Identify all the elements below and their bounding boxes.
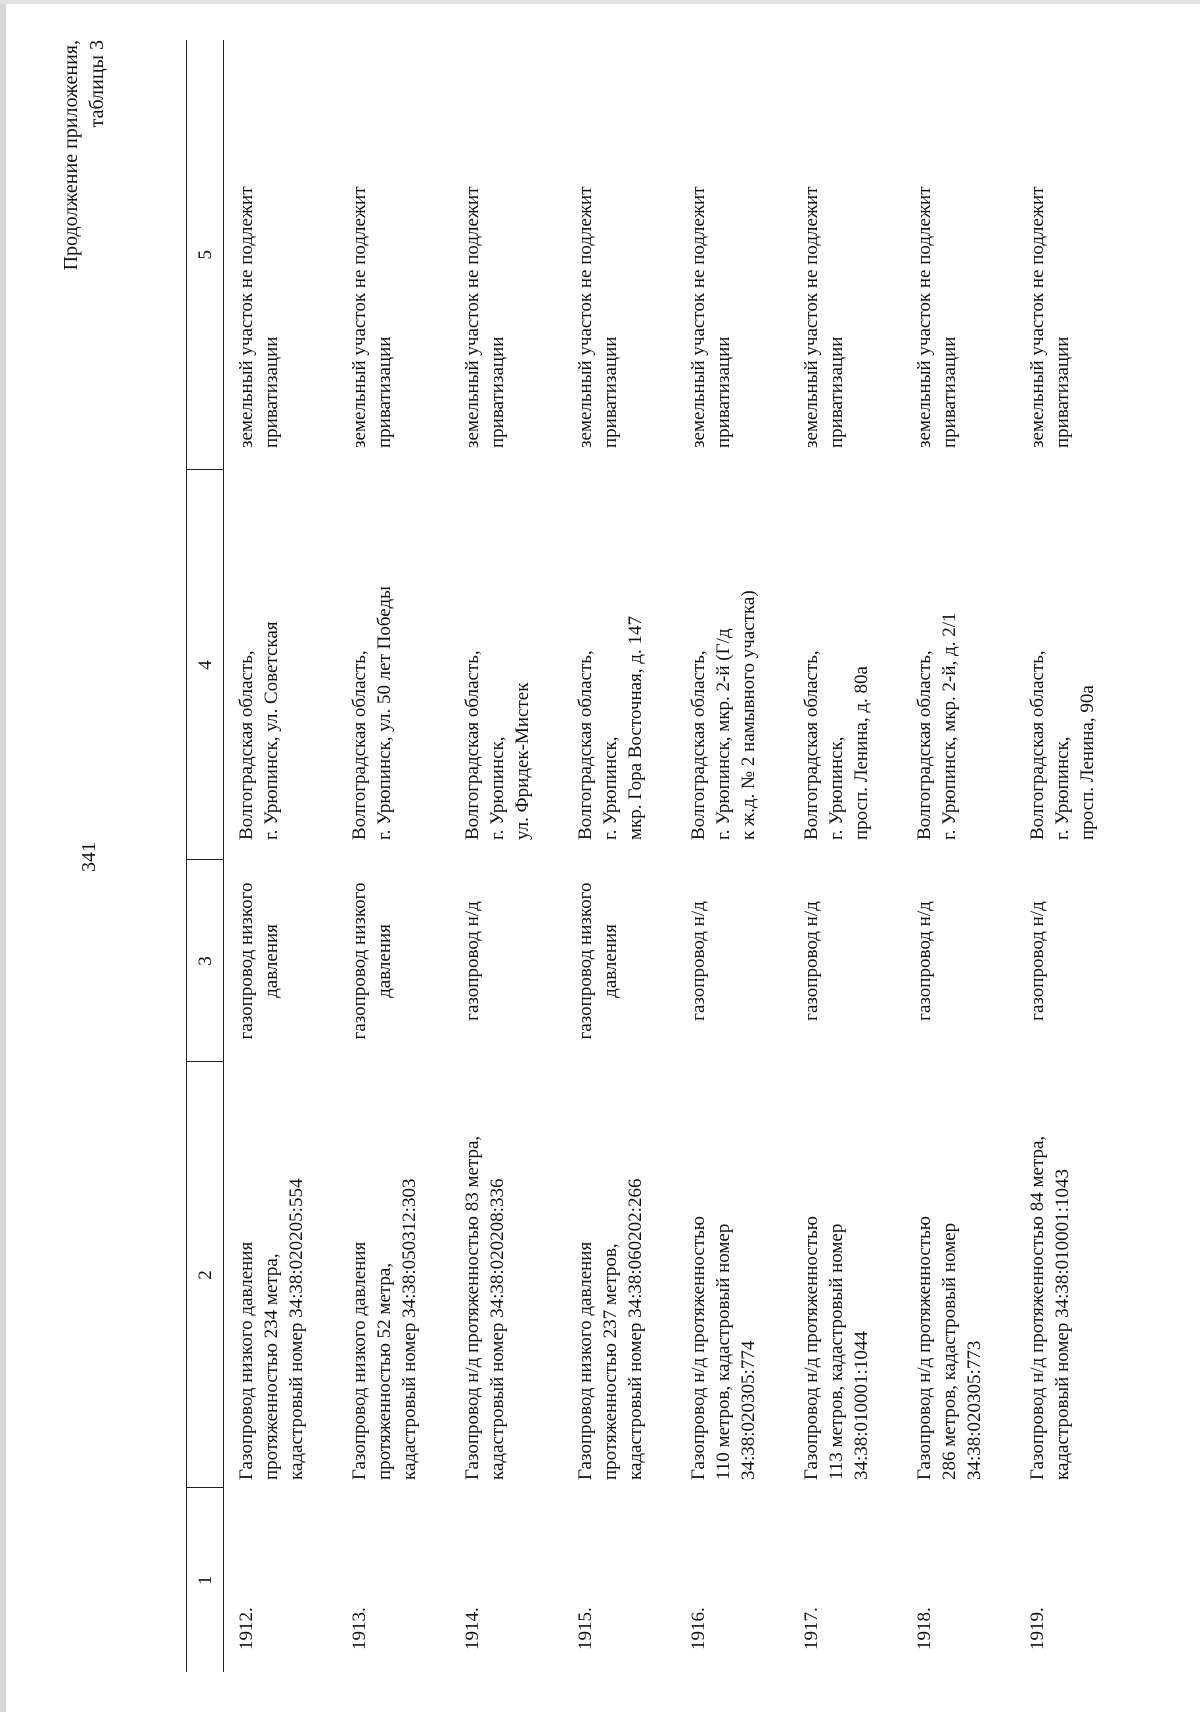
- asset-note-line: приватизации: [374, 336, 395, 448]
- asset-description-line: Газопровод н/д протяженностью 83 метра,: [462, 1135, 483, 1480]
- asset-description-line: Газопровод низкого давления: [575, 1241, 596, 1480]
- table-row: [789, 40, 902, 1672]
- asset-description-line: кадастровый номер 34:38:060202:266: [625, 1178, 646, 1480]
- column-header: 1: [187, 1488, 224, 1672]
- asset-description-line: 34:38:010001:1044: [851, 1331, 872, 1480]
- asset-type: [789, 860, 902, 1062]
- asset-note-line: земельный участок не подлежит: [236, 186, 257, 448]
- asset-description-line: кадастровый номер 34:38:050312:303: [399, 1178, 420, 1480]
- asset-description-line: Газопровод н/д протяженностью: [801, 1215, 822, 1480]
- asset-address-line: г. Урюпинск,: [487, 736, 508, 840]
- asset-address-line: г. Урюпинск, мкр. 2-й, д. 2/1: [939, 612, 960, 840]
- asset-description-line: Газопровод низкого давления: [236, 1241, 257, 1480]
- asset-description-line: кадастровый номер 34:38:010001:1043: [1052, 1169, 1073, 1480]
- table-row: [676, 40, 789, 1672]
- column-header: 2: [187, 1062, 224, 1488]
- asset-address-line: Волгоградская область,: [575, 650, 596, 840]
- asset-type: [1015, 860, 1128, 1062]
- column-header: 4: [187, 470, 224, 860]
- asset-description-line: кадастровый номер 34:38:020208:336: [487, 1178, 508, 1480]
- asset-address-line: к ж.д. № 2 намывного участка): [738, 590, 759, 840]
- asset-address: [224, 470, 338, 860]
- asset-note-line: приватизации: [826, 336, 847, 448]
- asset-address-line: Волгоградская область,: [236, 650, 257, 840]
- asset-description-line: Газопровод низкого давления: [349, 1241, 370, 1480]
- asset-note: [789, 40, 902, 470]
- asset-description-line: протяженностью 52 метра,: [374, 1262, 395, 1480]
- asset-note-line: приватизации: [939, 336, 960, 448]
- asset-type-line: газопровод низкого: [349, 882, 370, 1040]
- row-number: 1916.: [688, 1607, 709, 1650]
- asset-note-line: земельный участок не подлежит: [462, 186, 483, 448]
- asset-address: [789, 470, 902, 860]
- asset-address: [902, 470, 1015, 860]
- table-row: [1015, 40, 1128, 1672]
- row-number: 1914.: [462, 1607, 483, 1650]
- asset-note-line: приватизации: [1052, 336, 1073, 448]
- asset-note: [676, 40, 789, 470]
- continuation-title-line: таблицы 3: [86, 40, 108, 128]
- asset-description: [789, 1062, 902, 1488]
- table-row: [337, 40, 450, 1672]
- asset-address-line: г. Урюпинск, ул. 50 лет Победы: [374, 586, 395, 840]
- asset-note-line: земельный участок не подлежит: [575, 186, 596, 448]
- asset-address-line: Волгоградская область,: [462, 650, 483, 840]
- asset-note-line: земельный участок не подлежит: [349, 186, 370, 448]
- asset-note-line: приватизации: [713, 336, 734, 448]
- row-number: 1918.: [914, 1607, 935, 1650]
- asset-description: [224, 1062, 338, 1488]
- asset-type: [902, 860, 1015, 1062]
- asset-type-line: газопровод н/д: [801, 901, 822, 1021]
- asset-description-line: 110 метров, кадастровый номер: [713, 1223, 734, 1480]
- asset-address-line: Волгоградская область,: [914, 650, 935, 840]
- asset-address-line: Волгоградская область,: [349, 650, 370, 840]
- asset-note-line: земельный участок не подлежит: [914, 186, 935, 448]
- asset-note: [563, 40, 676, 470]
- row-number: 1915.: [575, 1607, 596, 1650]
- asset-type-line: давления: [261, 924, 282, 998]
- table-body: [224, 40, 1129, 1672]
- asset-address: [450, 470, 563, 860]
- asset-description-line: кадастровый номер 34:38:020205:554: [286, 1178, 307, 1480]
- asset-address-line: просп. Ленина, д. 80а: [851, 666, 872, 840]
- asset-type: [337, 860, 450, 1062]
- asset-address-line: г. Урюпинск,: [1052, 736, 1073, 840]
- column-header: 5: [187, 40, 224, 470]
- asset-type-line: газопровод н/д: [914, 901, 935, 1021]
- asset-note-line: земельный участок не подлежит: [801, 186, 822, 448]
- asset-address: [1015, 470, 1128, 860]
- asset-description-line: 34:38:020305:773: [964, 1340, 985, 1480]
- asset-description-line: Газопровод н/д протяженностью: [914, 1215, 935, 1480]
- asset-type: [450, 860, 563, 1062]
- asset-type-line: давления: [600, 924, 621, 998]
- asset-address-line: мкр. Гора Восточная, д. 147: [625, 616, 646, 840]
- asset-description-line: Газопровод н/д протяженностью 84 метра,: [1027, 1135, 1048, 1480]
- asset-address-line: г. Урюпинск,: [600, 736, 621, 840]
- table-row: [450, 40, 563, 1672]
- asset-description: [563, 1062, 676, 1488]
- continuation-title: [58, 40, 110, 300]
- asset-description-line: 286 метров, кадастровый номер: [939, 1222, 960, 1480]
- table-header-row: [187, 40, 224, 1672]
- asset-note-line: земельный участок не подлежит: [688, 186, 709, 448]
- table-row: [563, 40, 676, 1672]
- asset-address: [337, 470, 450, 860]
- row-number: 1917.: [801, 1607, 822, 1650]
- asset-type-line: газопровод н/д: [688, 901, 709, 1021]
- asset-address-line: Волгоградская область,: [801, 650, 822, 840]
- asset-note: [337, 40, 450, 470]
- assets-table: [186, 40, 1128, 1672]
- asset-type-line: газопровод н/д: [1027, 901, 1048, 1021]
- table-row: [224, 40, 338, 1672]
- asset-address-line: Волгоградская область,: [688, 650, 709, 840]
- asset-address-line: г. Урюпинск, мкр. 2-й (Г/д: [713, 628, 734, 840]
- asset-type-line: газопровод низкого: [575, 882, 596, 1040]
- asset-note: [224, 40, 338, 470]
- row-number: 1913.: [349, 1607, 370, 1650]
- asset-note-line: приватизации: [261, 336, 282, 448]
- asset-description-line: 113 метров, кадастровый номер: [826, 1223, 847, 1480]
- asset-description: [902, 1062, 1015, 1488]
- asset-address-line: г. Урюпинск, ул. Советская: [261, 621, 282, 840]
- asset-description-line: протяженностью 237 метров,: [600, 1243, 621, 1480]
- asset-type-line: газопровод низкого: [236, 882, 257, 1040]
- asset-address: [563, 470, 676, 860]
- asset-description-line: протяженностью 234 метра,: [261, 1253, 282, 1480]
- asset-note: [450, 40, 563, 470]
- asset-description: [450, 1062, 563, 1488]
- asset-type: [224, 860, 338, 1062]
- row-number: 1919.: [1027, 1607, 1048, 1650]
- asset-note: [902, 40, 1015, 470]
- column-header: 3: [187, 860, 224, 1062]
- asset-note-line: приватизации: [487, 336, 508, 448]
- asset-description: [1015, 1062, 1128, 1488]
- asset-address: [676, 470, 789, 860]
- asset-type: [563, 860, 676, 1062]
- asset-address-line: г. Урюпинск,: [826, 736, 847, 840]
- page-number: 341: [78, 842, 100, 872]
- asset-note-line: земельный участок не подлежит: [1027, 186, 1048, 448]
- asset-note: [1015, 40, 1128, 470]
- table-row: [902, 40, 1015, 1672]
- asset-note-line: приватизации: [600, 336, 621, 448]
- asset-type-line: газопровод н/д: [462, 901, 483, 1021]
- asset-description: [337, 1062, 450, 1488]
- asset-description-line: Газопровод н/д протяженностью: [688, 1215, 709, 1480]
- asset-address-line: просп. Ленина, 90а: [1077, 685, 1098, 840]
- row-number: 1912.: [236, 1607, 257, 1650]
- asset-description: [676, 1062, 789, 1488]
- asset-address-line: Волгоградская область,: [1027, 650, 1048, 840]
- asset-type: [676, 860, 789, 1062]
- asset-description-line: 34:38:020305:774: [738, 1340, 759, 1480]
- asset-type-line: давления: [374, 924, 395, 998]
- continuation-title-line: Продолжение приложения,: [60, 40, 82, 271]
- asset-address-line: ул. Фридек-Мистек: [512, 682, 533, 840]
